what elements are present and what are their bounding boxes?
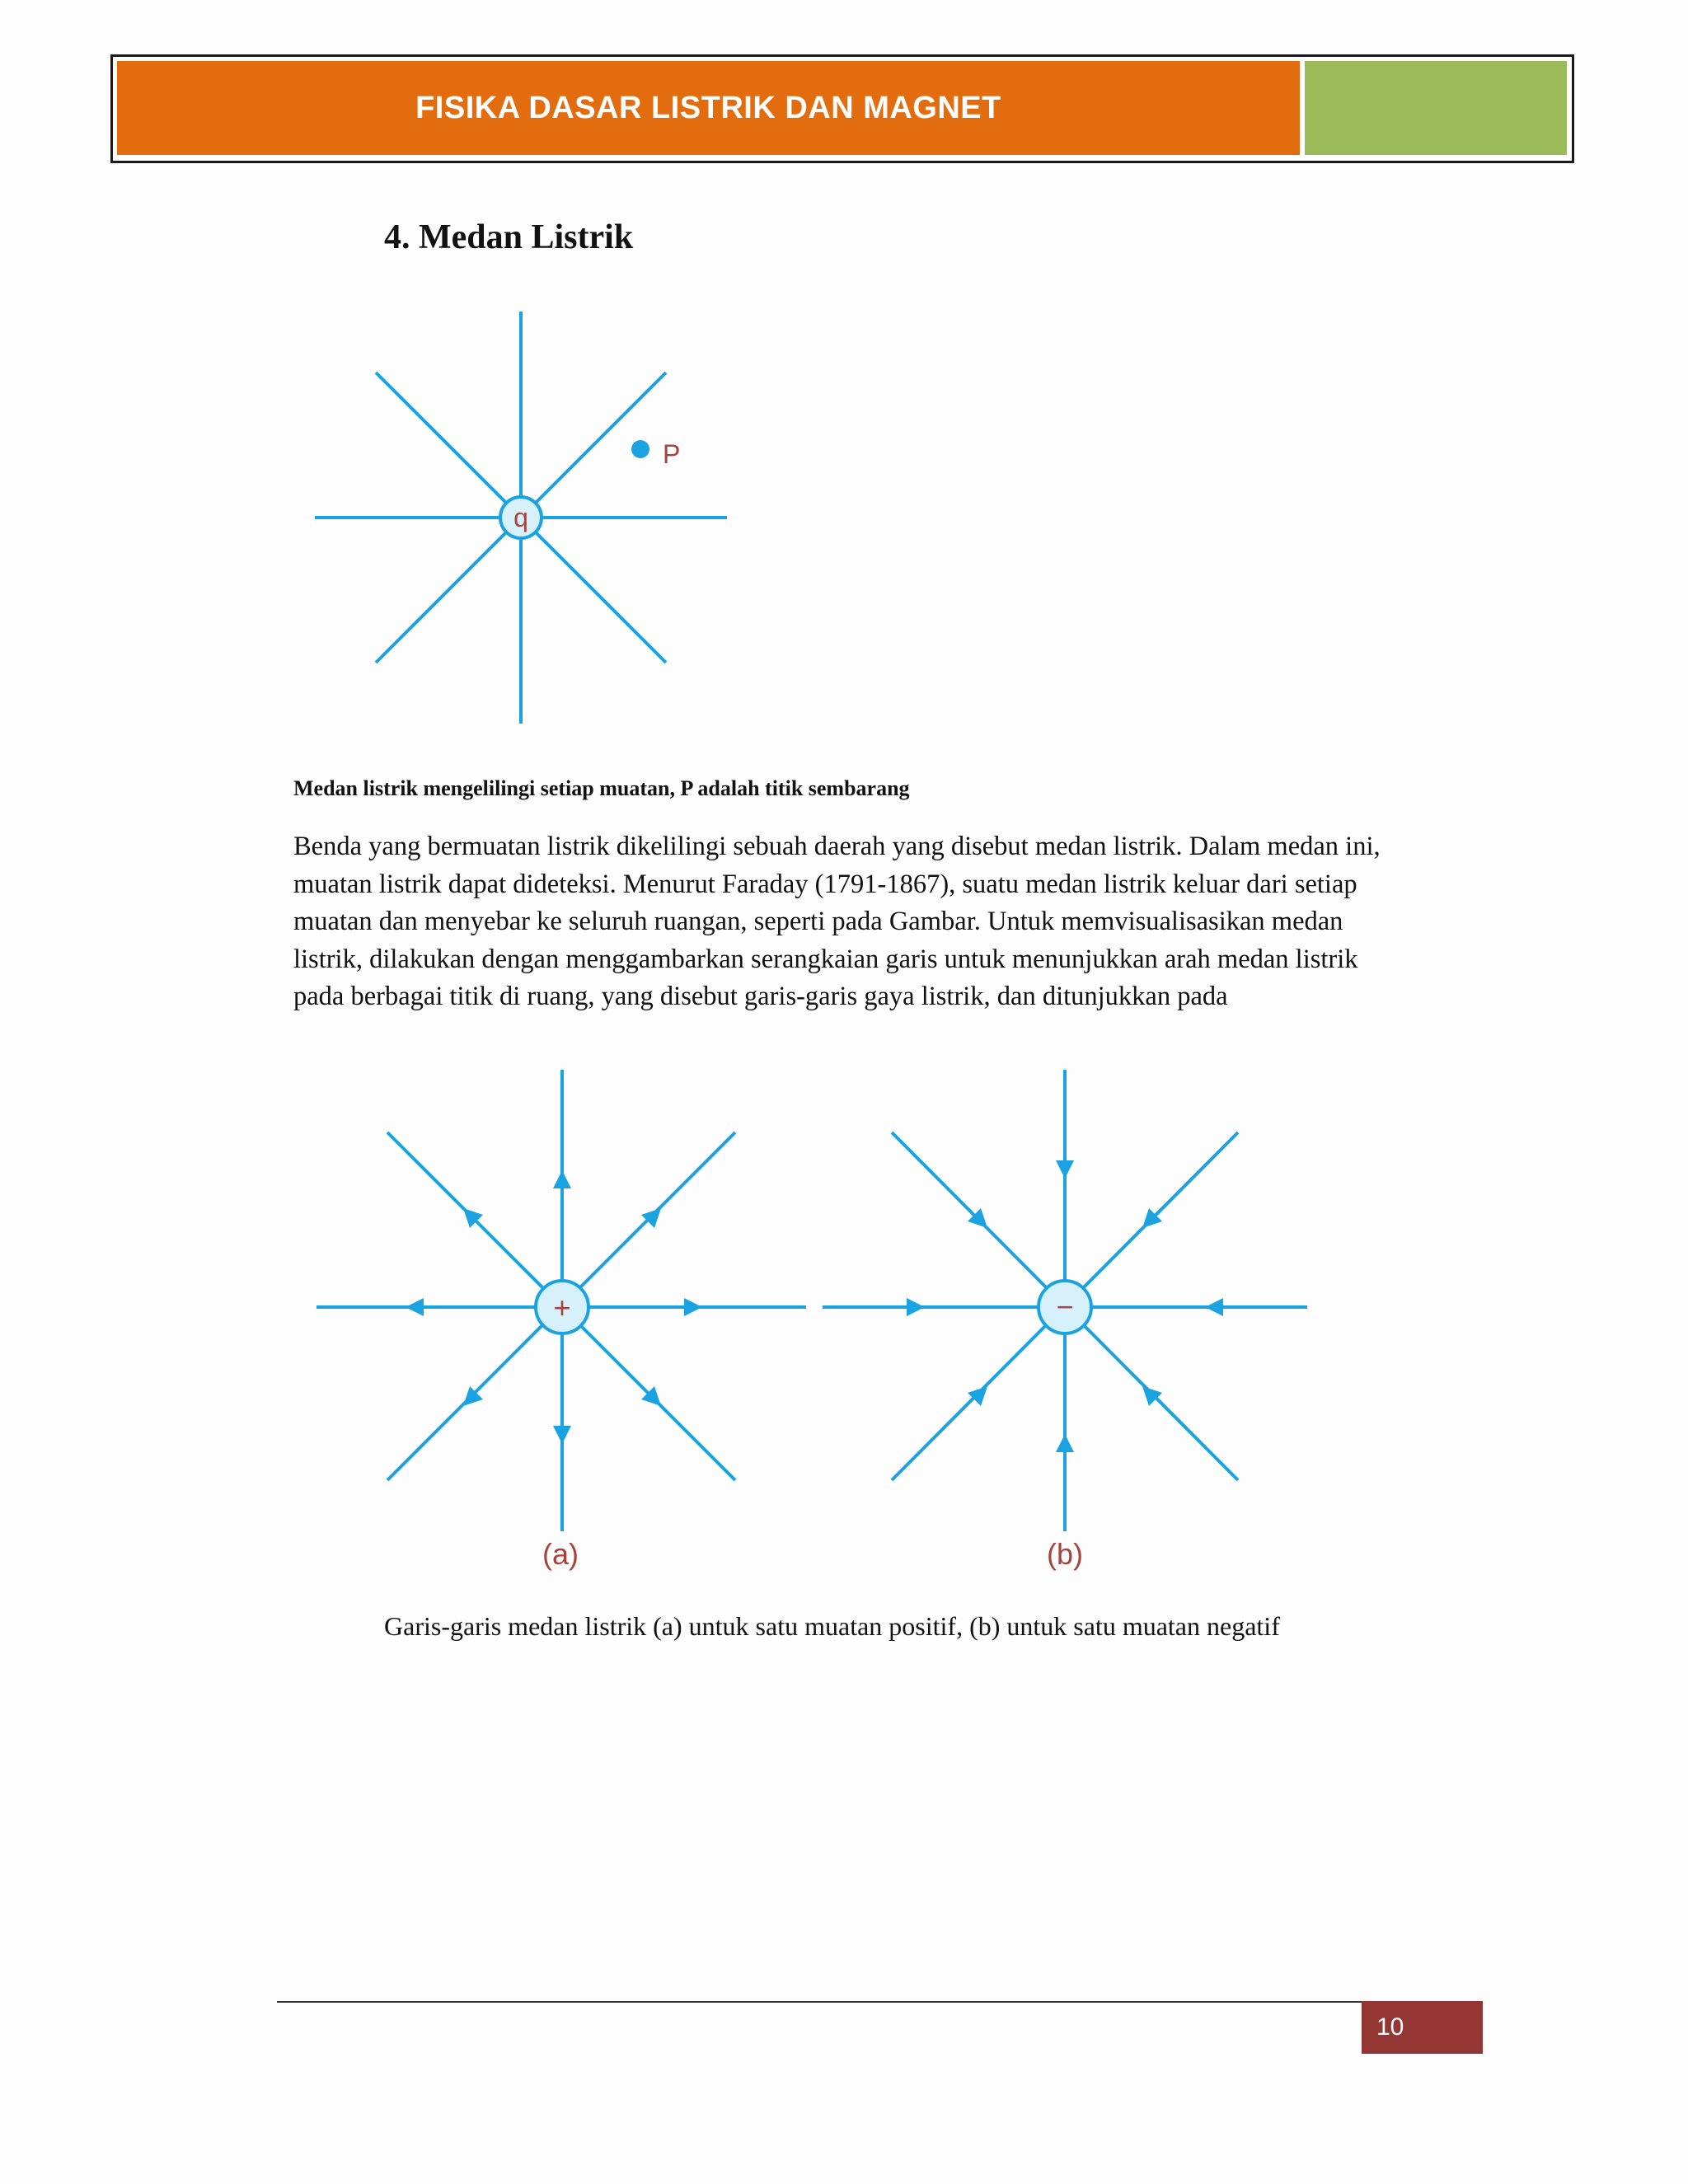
positive-charge-symbol: +	[553, 1291, 571, 1324]
header-accent-block	[1305, 61, 1567, 155]
figure-field-lines-positive-negative	[305, 1063, 1335, 1591]
panel-a-label: (a)	[542, 1537, 579, 1571]
body-line: muatan dan menyebar ke seluruh ruangan, seperti pada Gambar. Untuk memvisualisasikan medan	[293, 907, 1343, 936]
arrow-left-icon	[406, 1298, 424, 1316]
arrow-down-icon	[1056, 1160, 1074, 1179]
arrow-right-icon	[684, 1298, 702, 1316]
page-number: 10	[1362, 2001, 1483, 2054]
footer-rule	[277, 2001, 1483, 2003]
arrow-down-icon	[553, 1426, 571, 1444]
arrow-up-icon	[553, 1170, 571, 1188]
negative-charge-symbol: −	[1056, 1290, 1074, 1324]
figure-field-around-charge	[305, 305, 734, 733]
section-title: 4. Medan Listrik	[384, 218, 634, 256]
arrow-left-icon	[1205, 1298, 1223, 1316]
arrow-up-icon	[1056, 1434, 1074, 1452]
body-line: muatan listrik dapat dideteksi. Menurut Faraday (1791-1867), suatu medan listrik keluar dari setiap	[293, 869, 1357, 899]
header-title: FISIKA DASAR LISTRIK DAN MAGNET	[415, 90, 1001, 125]
panel-b-label: (b)	[1047, 1537, 1083, 1571]
arrow-right-icon	[907, 1298, 925, 1316]
point-p-label: P	[663, 439, 681, 469]
figure-2-caption: Garis-garis medan listrik (a) untuk satu muatan positif, (b) untuk satu muatan negatif	[384, 1611, 1280, 1641]
body-paragraph	[293, 828, 1464, 1016]
body-line: pada berbagai titik di ruang, yang disebut garis-garis gaya listrik, dan ditunjukkan pada	[293, 982, 1228, 1011]
figure-1-caption: Medan listrik mengelilingi setiap muatan, P adalah titik sembarang	[293, 776, 910, 800]
body-line: listrik, dilakukan dengan menggambarkan serangkaian garis untuk menunjukkan arah medan listrik	[293, 944, 1358, 974]
body-line: Benda yang bermuatan listrik dikelilingi sebuah daerah yang disebut medan listrik. Dalam medan ini,	[293, 832, 1381, 861]
header-banner	[117, 61, 1300, 155]
charge-q-label: q	[513, 503, 528, 532]
point-p	[631, 440, 649, 458]
